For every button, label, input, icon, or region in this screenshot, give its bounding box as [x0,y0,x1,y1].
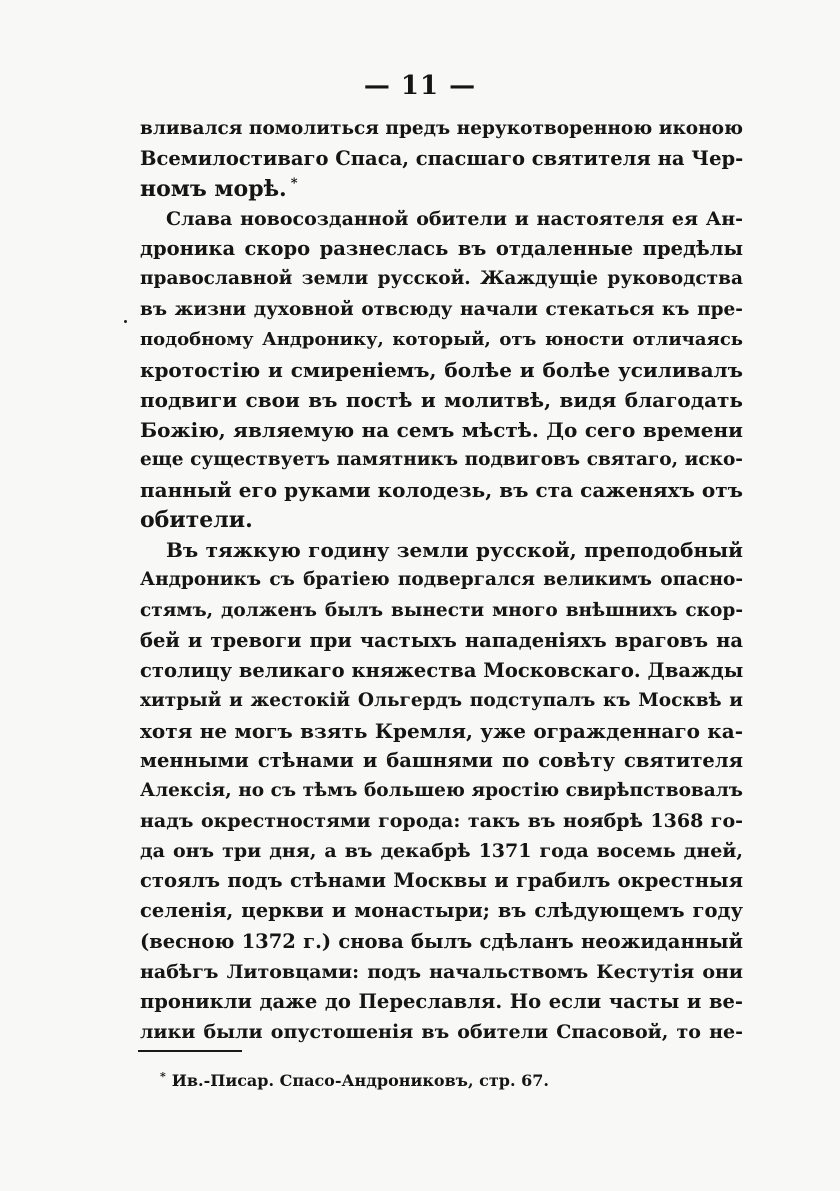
footnote-mark: * [160,1070,166,1083]
footnote-divider [138,1050,242,1052]
text-line: панный его руками колодезь, въ ста саженяхъ отъ [140,478,743,503]
text-line: бей и тревоги при частыхъ нападеніяхъ враговъ на [140,628,743,652]
text-line: обители. [140,507,253,534]
text-line: лики были опустошенія въ обители Спасовой, то не- [140,1020,743,1043]
text-line: столицу великаго княжества Московскаго. Дважды [140,658,744,682]
text-line: проникли даже до Переславля. Но если часты и ве- [140,989,743,1013]
paragraph-3 [140,535,743,1047]
text-line: Божію, являемую на семъ мѣстѣ. До сего времени [140,417,743,442]
footnote-text: Ив.-Писар. Спасо-Андрониковъ, стр. 67. [171,1071,549,1090]
footnote-reference[interactable]: * [290,176,298,192]
text-line [140,174,743,204]
text-line: стямъ, долженъ былъ вынести много внѣшнихъ скор- [140,599,743,621]
text-line: православной земли русской. Жаждущіе руководства [140,268,743,290]
text-line: подвиги свои въ постѣ и молитвѣ, видя благодать [140,387,743,412]
text-line: селенія, церкви и монастыри; въ слѣдующемъ году [140,899,743,923]
text-line: стоялъ подъ стѣнами Москвы и грабилъ окрестныя [140,869,743,893]
text-line: Всемилостиваго Спаса, спасшаго святителя на Чер- [140,147,744,171]
text-line: хитрый и жестокій Ольгердъ подступалъ къ Москвѣ и [140,689,743,711]
text-line: да онъ три дня, а въ декабрѣ 1371 года восемь дней, [140,840,743,863]
body-text [140,114,743,1047]
text-line: Слава новосозданной обители и настоятеля ея Ан- [166,208,743,231]
text-line-content: номъ морѣ. [140,176,287,203]
text-line: Алексія, но съ тѣмъ большею яростію свирѣпствовалъ [140,780,743,802]
text-line: Въ тяжкую годину земли русской, преподобный [166,538,743,563]
paragraph-1 [140,114,743,204]
footnote [160,1071,549,1093]
text-line: Андроникъ съ братіею подвергался великимъ опасно- [140,569,743,591]
page-number: — 11 — [363,71,477,101]
text-line: еще существуетъ памятникъ подвиговъ святаго, иско- [140,449,743,471]
text-line: (весною 1372 г.) снова былъ сдѣланъ неожиданный [140,929,743,953]
text-line: въ жизни духовной отвсюду начали стекаться къ пре- [140,298,743,320]
print-speck [124,320,127,323]
paragraph-2 [140,204,743,535]
text-line: вливался помолиться предъ нерукотвореннoю иконою [140,118,743,139]
text-line: дроника скоро разнеслась въ отдаленные предѣлы [140,237,743,261]
text-line: набѣгъ Литовцами: подъ начальствомъ Кестутія они [140,960,743,983]
text-line: кротостію и смиреніемъ, болѣе и болѣе усиливалъ [140,357,743,382]
text-line: хотя не могъ взять Кремля, уже огражденнаго ка- [140,718,743,743]
text-line: менными стѣнами и башнями по совѣту святителя [140,748,743,772]
text-line: надъ окрестностями города: такъ въ ноябрѣ 1368 го- [140,810,743,833]
text-line: подобному Андронику, который, отъ юности отличаясь [140,328,743,350]
